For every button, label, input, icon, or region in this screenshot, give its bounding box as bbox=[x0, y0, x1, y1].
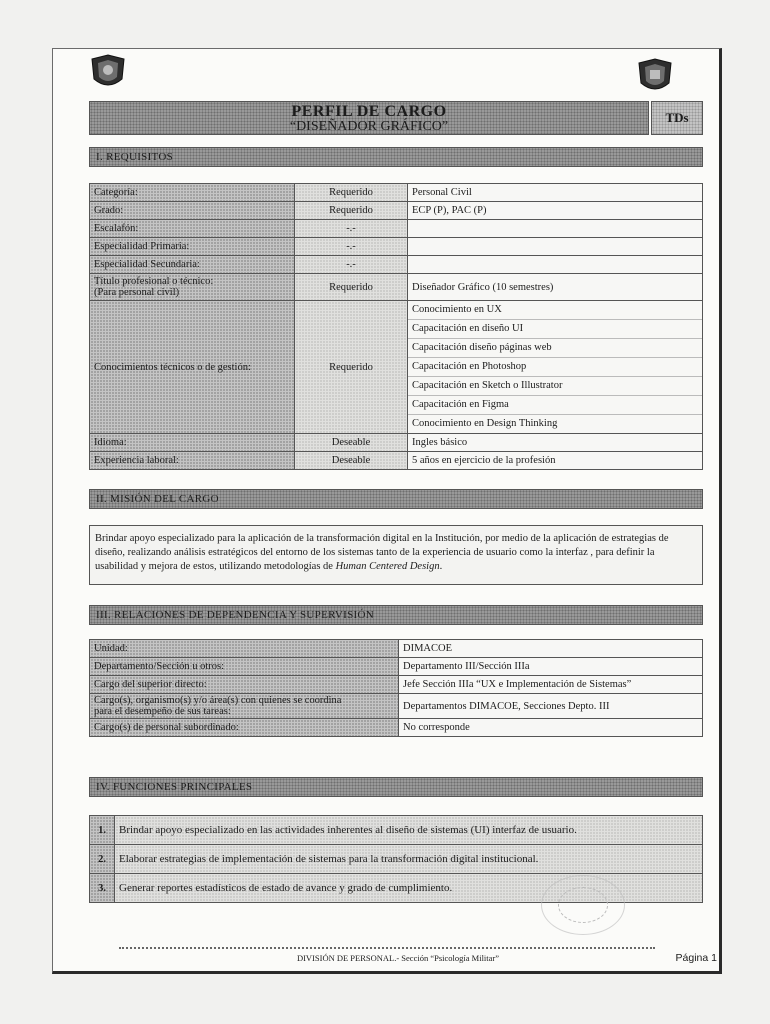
rel-value: DIMACOE bbox=[399, 640, 703, 658]
table-row bbox=[90, 220, 703, 238]
list-item: Conocimiento en Design Thinking bbox=[412, 418, 558, 429]
table-row bbox=[90, 301, 703, 434]
rel-label: Unidad: bbox=[90, 640, 399, 658]
function-number: 1. bbox=[90, 816, 115, 845]
req-status: -.- bbox=[295, 238, 408, 256]
footer-divider bbox=[119, 947, 655, 950]
rel-label-block bbox=[90, 694, 399, 719]
req-status: -.- bbox=[295, 220, 408, 238]
req-value: ECP (P), PAC (P) bbox=[408, 202, 703, 220]
req-label: Especialidad Primaria: bbox=[90, 238, 295, 256]
knowledge-list bbox=[408, 301, 703, 434]
mission-emphasis: Human Centered Design bbox=[335, 561, 440, 572]
mission-text bbox=[89, 525, 703, 585]
function-text: Elaborar estrategias de implementación de sistemas para la transformación digital institucional. bbox=[115, 845, 703, 874]
table-row bbox=[90, 676, 703, 694]
page-title: PERFIL DE CARGO bbox=[291, 103, 447, 120]
rel-label: Cargo(s), organismo(s) y/o área(s) con quienes se coordina bbox=[94, 695, 342, 706]
table-row bbox=[90, 274, 703, 301]
mission-end: . bbox=[439, 561, 443, 572]
req-label: Especialidad Secundaria: bbox=[90, 256, 295, 274]
list-item: Capacitación diseño páginas web bbox=[408, 339, 702, 358]
document-page bbox=[52, 48, 722, 974]
table-row bbox=[90, 238, 703, 256]
req-value: 5 años en ejercicio de la profesión bbox=[408, 452, 703, 470]
req-value bbox=[408, 256, 703, 274]
section-functions-header: IV. FUNCIONES PRINCIPALES bbox=[89, 777, 703, 797]
req-value: Diseñador Gráfico (10 semestres) bbox=[408, 274, 703, 301]
rel-label-note: para el desempeño de sus tareas: bbox=[94, 706, 231, 717]
req-value: Ingles básico bbox=[408, 434, 703, 452]
list-item: Capacitación en Figma bbox=[408, 396, 702, 415]
table-row bbox=[90, 202, 703, 220]
req-label: Grado: bbox=[90, 202, 295, 220]
req-status: Deseable bbox=[295, 434, 408, 452]
function-text: Brindar apoyo especializado en las actividades inherentes al diseño de sistemas (UI) interfaz de usuario. bbox=[115, 816, 703, 845]
institution-logo-left bbox=[88, 53, 128, 91]
page-subtitle: “DISEÑADOR GRÁFICO” bbox=[289, 119, 449, 134]
requirements-table bbox=[89, 183, 703, 470]
mission-body: Brindar apoyo especializado para la aplicación de la transformación digital en la Institución, por medio de la aplicación de estrategias de diseño, realizando análisis estratégicos del entorno de los sistemas tanto de la experiencia de usuario como la interfaz , para definir la usabilidad y mejora de estos, utilizando metodologías de bbox=[95, 533, 669, 572]
section-mission-header: II. MISIÓN DEL CARGO bbox=[89, 489, 703, 509]
rel-label: Departamento/Sección u otros: bbox=[90, 658, 399, 676]
req-label: Escalafón: bbox=[90, 220, 295, 238]
req-value bbox=[408, 238, 703, 256]
rel-value: Jefe Sección IIIa “UX e Implementación de Sistemas” bbox=[399, 676, 703, 694]
rel-value: Departamento III/Sección IIIa bbox=[399, 658, 703, 676]
function-text: Generar reportes estadísticos de estado de avance y grado de cumplimiento. bbox=[115, 874, 703, 903]
table-row bbox=[90, 658, 703, 676]
req-status: Deseable bbox=[295, 452, 408, 470]
req-value bbox=[408, 220, 703, 238]
list-item: Capacitación en diseño UI bbox=[408, 320, 702, 339]
section-relations-header: III. RELACIONES DE DEPENDENCIA Y SUPERVISIÓN bbox=[89, 605, 703, 625]
table-row bbox=[90, 256, 703, 274]
section-requirements-header: I. REQUISITOS bbox=[89, 147, 703, 167]
table-row bbox=[90, 845, 703, 874]
req-status: Requerido bbox=[295, 274, 408, 301]
req-label-block bbox=[90, 274, 295, 301]
req-value: Personal Civil bbox=[408, 184, 703, 202]
page-number: Página 1 bbox=[675, 952, 717, 964]
req-label: Categoría: bbox=[90, 184, 295, 202]
list-item: Capacitación en Photoshop bbox=[408, 358, 702, 377]
official-stamp-inner bbox=[558, 887, 608, 923]
title-block bbox=[89, 101, 649, 135]
table-row bbox=[90, 640, 703, 658]
req-status: Requerido bbox=[295, 202, 408, 220]
req-status: Requerido bbox=[295, 184, 408, 202]
list-item: Conocimiento en UX bbox=[408, 301, 702, 320]
req-label: Título profesional o técnico: bbox=[94, 276, 214, 287]
function-number: 2. bbox=[90, 845, 115, 874]
req-label: Idioma: bbox=[90, 434, 295, 452]
footer-division: DIVISIÓN DE PERSONAL.- Sección “Psicología Militar” bbox=[296, 953, 500, 963]
rel-value: Departamentos DIMACOE, Secciones Depto. III bbox=[399, 694, 703, 719]
table-row bbox=[90, 816, 703, 845]
table-row bbox=[90, 184, 703, 202]
req-label-note: (Para personal civil) bbox=[94, 287, 180, 298]
table-row bbox=[90, 434, 703, 452]
table-row bbox=[90, 694, 703, 719]
rel-value: No corresponde bbox=[399, 719, 703, 737]
table-row bbox=[90, 452, 703, 470]
institution-logo-right bbox=[635, 57, 675, 95]
table-row bbox=[90, 719, 703, 737]
relations-table bbox=[89, 639, 703, 737]
req-status: Requerido bbox=[295, 301, 408, 434]
rel-label: Cargo(s) de personal subordinado: bbox=[90, 719, 399, 737]
function-number: 3. bbox=[90, 874, 115, 903]
rel-label: Cargo del superior directo: bbox=[90, 676, 399, 694]
list-item: Capacitación en Sketch o Illustrator bbox=[408, 377, 702, 396]
req-status: -.- bbox=[295, 256, 408, 274]
req-label: Experiencia laboral: bbox=[90, 452, 295, 470]
req-label: Conocimientos técnicos o de gestión: bbox=[90, 301, 295, 434]
document-code: TDs bbox=[651, 101, 703, 135]
